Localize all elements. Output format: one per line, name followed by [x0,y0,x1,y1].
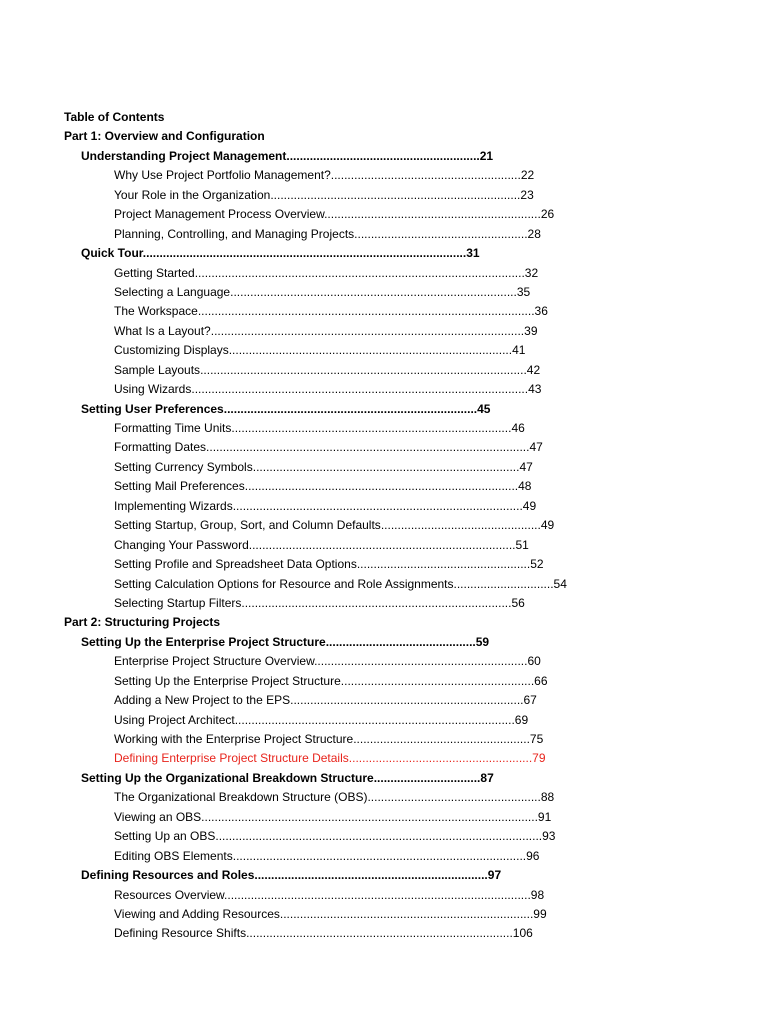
toc-leader-dots: ....................................................................................... [232,498,523,513]
toc-entry [0,827,768,846]
toc-entry-title: Setting Startup, Group, Sort, and Column Defaults [114,518,381,533]
toc-entry-text [114,497,536,516]
toc-entry-text [114,847,539,866]
toc-leader-dots: ................................................................................................... [194,265,525,280]
toc-entry [0,672,768,691]
toc-entry-title: Setting Calculation Options for Resource and Role Assignments [114,576,454,591]
toc-entry-title: Resources Overview [114,887,225,902]
toc-leader-dots: ............................................................................................ [224,887,531,902]
toc-leader-dots: .................................................... [356,557,531,572]
toc-page-number: 56 [511,595,525,610]
toc-entry-title: Table of Contents [64,110,165,124]
toc-entry-title: Viewing and Adding Resources [114,906,280,921]
toc-page-number: 41 [512,343,526,358]
toc-leader-dots: ...................................................................... [290,693,524,708]
toc-page-number: 31 [466,246,480,261]
toc-leader-dots: .................................................................................. [244,479,519,494]
toc-entry-text [114,283,530,302]
toc-entry [0,788,768,807]
toc-entry [0,808,768,827]
toc-page-number: 48 [518,479,532,494]
toc-entry-text [114,788,554,807]
toc-entry [0,302,768,321]
toc-leader-dots: ............................................................................ [279,906,534,921]
toc-entry-text [114,225,541,244]
toc-entry-title: Enterprise Project Structure Overview [114,654,315,669]
toc-entry-title: Part 2: Structuring Projects [64,615,221,630]
toc-entry [0,516,768,535]
toc-entry [0,458,768,477]
toc-entry-text [114,380,541,399]
toc-entry-text [114,302,548,321]
toc-entry-text [81,769,494,788]
toc-entry-title: Viewing an OBS [114,809,202,824]
toc-entry-title: Setting Mail Preferences [114,479,245,494]
toc-entry [0,905,768,924]
toc-leader-dots: ................................................................................ [246,926,513,941]
toc-leader-dots: ....................................................... [348,751,533,766]
toc-entry-title: Formatting Dates [114,440,207,455]
toc-entry [0,924,768,943]
toc-entry [0,711,768,730]
toc-page-number: 47 [519,459,533,474]
toc-entry-title: Planning, Controlling, and Managing Projects [114,226,355,241]
toc-entry [0,361,768,380]
toc-entry-title: Selecting a Language [114,284,231,299]
toc-leader-dots: .......................................................... [286,148,480,163]
toc-page-number: 49 [522,498,537,513]
toc-entry [0,497,768,516]
toc-section-entry [0,866,768,885]
toc-page-number: 60 [527,654,541,669]
toc-entry-title: Setting Currency Symbols [114,459,253,474]
toc-entry [0,730,768,749]
toc-entry [0,225,768,244]
toc-section-entry [0,400,768,419]
toc-heading [0,108,768,127]
toc-entry [0,264,768,283]
toc-entry-title: Part 1: Overview and Configuration [64,129,265,144]
toc-section-entry [0,244,768,263]
toc-page-number: 36 [534,304,548,319]
toc-leader-dots: .............................. [453,576,554,591]
toc-entry [0,575,768,594]
toc-entry-title: Getting Started [114,265,195,280]
toc-leader-dots: ........................................................................... [270,187,521,202]
toc-entry-text [114,575,567,594]
toc-page-number: 67 [523,693,537,708]
toc-heading [0,127,768,146]
toc-leader-dots: ...................................................................................... [230,284,517,299]
toc-page-number: 93 [542,829,556,844]
toc-entry-text [114,516,554,535]
toc-leader-dots: ..................................................................................................... [197,304,535,319]
toc-page-number: 96 [526,848,540,863]
toc-page-number: 66 [534,673,548,688]
toc-entry-text [114,711,528,730]
toc-entry-text [114,322,538,341]
toc-entry-title: Setting Up the Organizational Breakdown Structure [81,770,374,785]
toc-entry-text [114,749,546,768]
toc-entry [0,847,768,866]
toc-leader-dots: ................................................ [380,518,541,533]
toc-entry-title: Why Use Project Portfolio Management? [114,168,331,183]
toc-entry [0,322,768,341]
toc-entry-title: Defining Enterprise Project Structure Details [114,751,349,766]
toc-entry-text [81,633,489,652]
toc-entry-title: Customizing Displays [114,343,229,358]
toc-leader-dots: ................................................................ [314,654,528,669]
toc-entry-text [64,108,164,127]
toc-leader-dots: ................................................................. [324,207,541,222]
toc-entry [0,555,768,574]
toc-entry-text [114,186,534,205]
toc-page-number: 22 [520,168,535,183]
toc-entry-title: Setting Up an OBS [114,829,216,844]
toc-entry-text [114,827,555,846]
toc-page-number: 51 [515,537,529,552]
toc-entry-text [114,730,543,749]
toc-entry-title: Working with the Enterprise Project Structure [114,732,354,746]
toc-entry [0,380,768,399]
toc-entry-text [114,555,544,574]
toc-entry-title: Your Role in the Organization [114,187,271,202]
toc-entry-title: The Organizational Breakdown Structure (OBS) [114,790,368,805]
toc-page-number: 35 [516,284,531,299]
toc-leader-dots: .................................................................................................. [200,362,527,377]
toc-leader-dots: ................................................................................................. [206,440,530,455]
toc-leader-dots: .......................................................... [340,673,535,688]
toc-page-number: 43 [528,382,542,397]
toc-leader-dots: ......................................................... [330,168,521,183]
toc-entry-text [114,808,551,827]
toc-page-number: 46 [511,421,525,435]
toc-entry [0,749,768,768]
toc-entry-text [114,264,538,283]
toc-entry-text [114,672,548,691]
toc-entry-title: Using Project Architect [114,712,235,727]
toc-entry [0,205,768,224]
toc-page-number: 106 [512,926,533,941]
toc-entry [0,536,768,555]
toc-leader-dots: .................................................... [367,790,541,805]
table-of-contents [0,108,768,944]
toc-entry-title: Defining Resource Shifts [114,926,247,941]
toc-entry-title: Editing OBS Elements [114,848,233,863]
toc-entry-title: Implementing Wizards [114,498,233,513]
toc-page-number: 79 [532,751,546,766]
toc-leader-dots: ................................ [373,770,481,785]
toc-leader-dots: ............................................. [325,634,476,649]
toc-entry-text [114,477,531,496]
toc-entry-title: Setting Up the Enterprise Project Structure [81,634,326,649]
toc-entry-text [81,400,490,419]
toc-entry-title: The Workspace [114,304,198,319]
toc-entry-text [114,886,544,905]
toc-entry-text [81,244,480,263]
toc-leader-dots: ...................................................................... [254,868,488,883]
toc-entry-title: Formatting Time Units [114,421,232,435]
toc-entry-text [114,924,533,943]
toc-section-entry [0,633,768,652]
toc-page-number: 23 [520,187,534,202]
toc-entry [0,186,768,205]
toc-entry [0,594,768,613]
toc-leader-dots: ..................................................................................... [228,343,513,358]
toc-entry-title: Changing Your Password [114,537,249,552]
toc-entry-title: Selecting Startup Filters [114,595,242,610]
toc-entry-title: Sample Layouts [114,362,201,377]
toc-entry-title: What Is a Layout? [114,323,211,338]
toc-page-number: 45 [477,401,491,416]
toc-page-number: 42 [526,362,541,377]
toc-page-number: 49 [540,518,555,533]
toc-entry-text [114,419,525,438]
toc-section-entry [0,147,768,166]
toc-leader-dots: ........................................................................................ [232,848,527,863]
toc-entry-text [114,691,537,710]
toc-page-number: 98 [530,887,545,902]
toc-leader-dots: ................................................................................................. [142,246,467,261]
toc-entry-text [64,127,265,146]
toc-entry-text [114,205,554,224]
toc-page-number: 47 [529,440,543,455]
toc-leader-dots: ............................................................................ [223,401,478,416]
toc-entry [0,166,768,185]
toc-page-number: 54 [553,576,567,591]
toc-leader-dots: ................................................................................ [248,537,516,552]
toc-entry-title: Quick Tour [81,246,143,261]
toc-leader-dots: ................................................................................ [252,459,520,474]
toc-page-number: 97 [487,868,502,883]
toc-entry-text [114,905,547,924]
toc-section-entry [0,769,768,788]
toc-entry-text [114,652,541,671]
toc-page-number: 75 [529,732,544,746]
toc-entry [0,886,768,905]
toc-page-number: 69 [514,712,529,727]
toc-page-number: 39 [524,323,538,338]
toc-leader-dots: .................................................................................... [234,712,515,727]
toc-entry-title: Understanding Project Management [81,148,287,163]
toc-leader-dots: ..................................................... [353,732,530,746]
toc-page-number: 32 [524,265,539,280]
toc-page-number: 87 [480,770,494,785]
toc-entry-text [114,536,529,555]
toc-entry-title: Project Management Process Overview [114,207,325,222]
toc-entry-title: Using Wizards [114,382,192,397]
toc-page-number: 88 [540,790,555,805]
toc-entry-text [114,594,525,613]
toc-entry-text [114,361,540,380]
toc-entry-text [114,438,543,457]
toc-heading [0,613,768,632]
toc-entry-title: Setting User Preferences [81,401,224,416]
toc-leader-dots: .................................................................................... [231,421,512,435]
toc-entry-title: Defining Resources and Roles [81,868,255,883]
toc-page-number: 21 [479,148,494,163]
toc-entry [0,419,768,438]
toc-entry [0,477,768,496]
toc-leader-dots: .................................................... [354,226,528,241]
toc-entry [0,341,768,360]
toc-entry [0,438,768,457]
toc-entry [0,652,768,671]
toc-entry-text [81,147,493,166]
toc-entry-title: Setting Profile and Spreadsheet Data Options [114,557,357,572]
toc-entry-text [114,458,533,477]
toc-leader-dots: ..................................................................................................... [191,382,529,397]
toc-leader-dots: ................................................................................. [241,595,512,610]
toc-entry-title: Setting Up the Enterprise Project Structure [114,673,341,688]
toc-page-number: 52 [530,557,544,572]
toc-entry-text [64,613,220,632]
toc-entry [0,691,768,710]
toc-entry-text [114,341,525,360]
toc-leader-dots: .................................................................................................. [215,829,543,844]
toc-entry [0,283,768,302]
toc-leader-dots: .............................................................................................. [210,323,525,338]
toc-entry-title: Adding a New Project to the EPS [114,693,291,708]
toc-leader-dots: ..................................................................................................... [201,809,538,824]
toc-page-number: 26 [540,207,555,222]
toc-page-number: 59 [475,634,490,649]
toc-entry-text [81,866,501,885]
toc-page-number: 91 [537,809,552,824]
toc-page-number: 99 [533,906,547,921]
toc-page-number: 28 [527,226,541,241]
toc-entry-text [114,166,534,185]
